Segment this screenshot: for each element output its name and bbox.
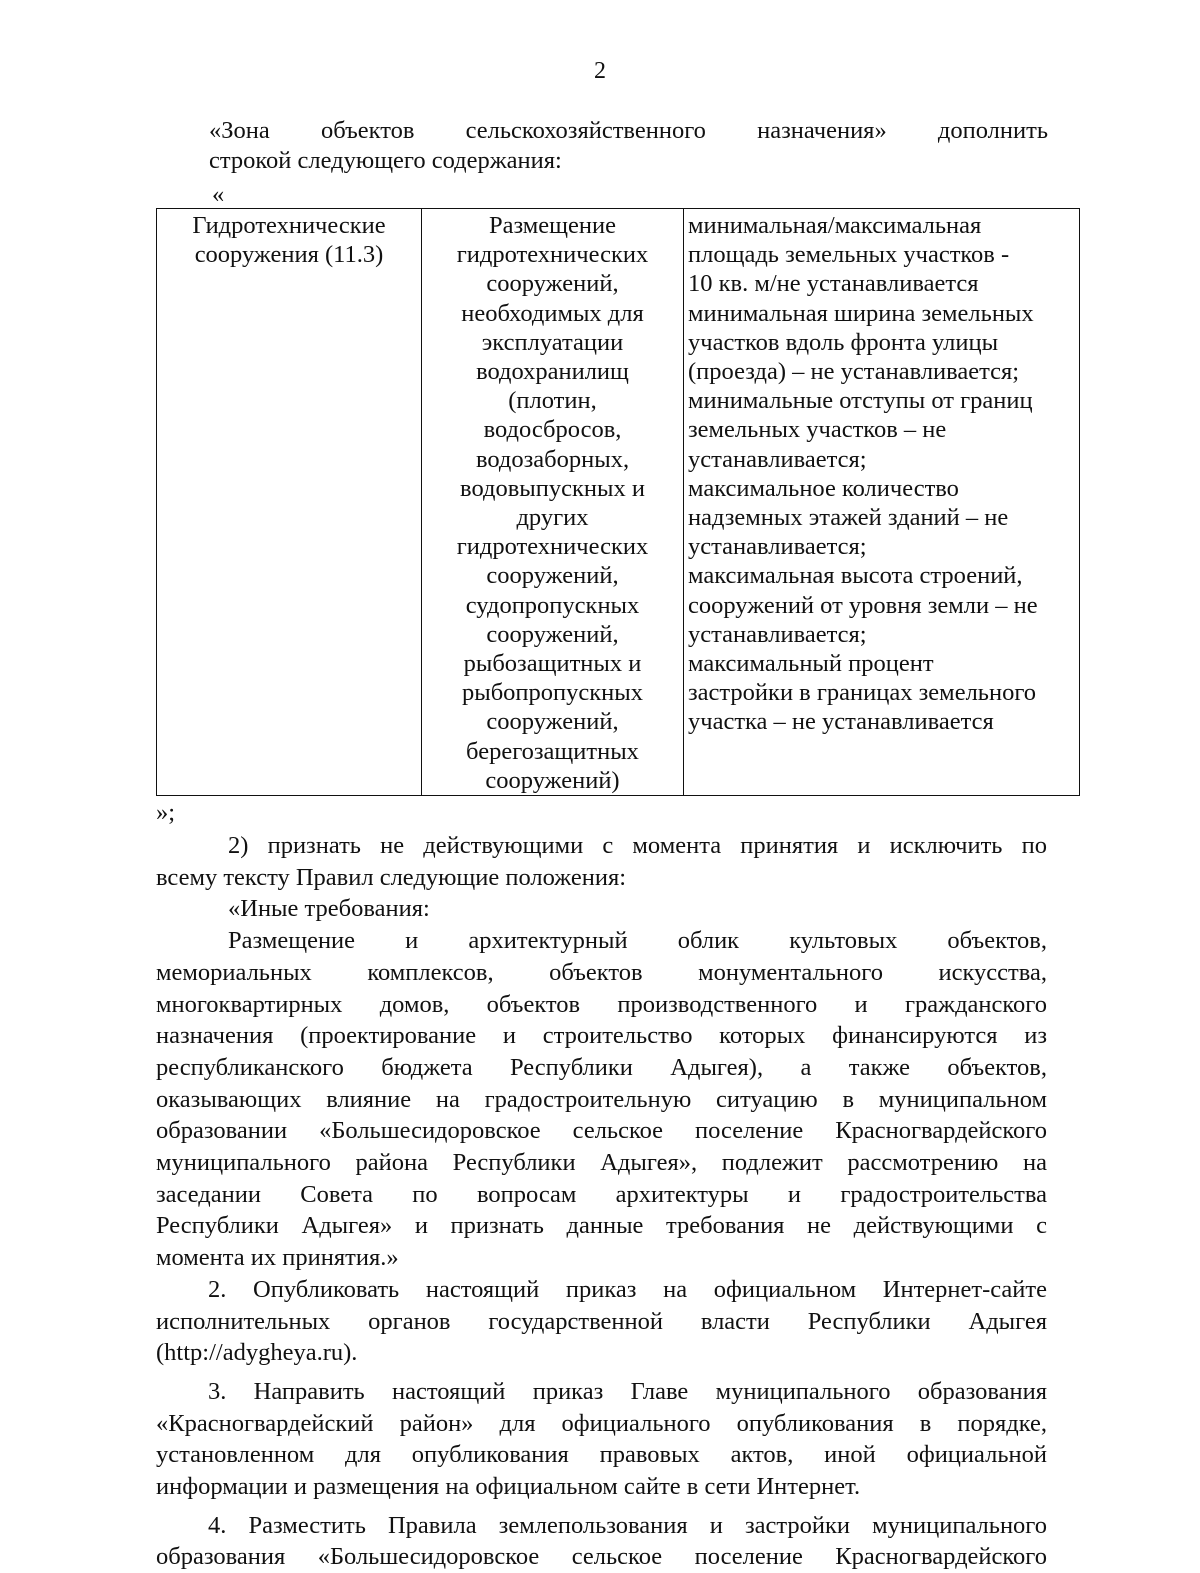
table-cell-line: гидротехнических [456,241,649,269]
text-line: 2) признать не действующими с момента принятия и исключить по [228,832,1047,859]
text-line: исполнительных органов государственной власти Республики Адыгея [156,1307,1047,1335]
table-cell-line: рыбозащитных и [463,650,642,678]
intro-paragraph [209,116,1048,176]
text-line: 4. Разместить Правила землепользования и застройки муниципального [208,1511,1047,1539]
text-line: «Красногвардейский район» для официального опубликования в порядке, [156,1409,1047,1437]
table-cell-line: надземных этажей зданий – не [688,504,1009,532]
text-line: (http://adygheya.ru). [156,1339,358,1367]
paragraph-other-requirements: «Иные требования: [228,895,430,923]
table-cell-line: минимальная/максимальная [688,212,982,239]
text-line: момента их принятия.» [156,1244,399,1272]
paragraph-item-2 [156,1274,1047,1369]
table-cell-line: сооружений, [486,270,619,298]
table-cell-line: водохранилищ [476,358,629,386]
table-cell-line: сооружения (11.3) [194,241,384,269]
table-cell-line: сооружений) [485,766,620,794]
parameters-cell [684,209,1080,796]
text-line: 2. Опубликовать настоящий приказ на официальном Интернет-сайте [208,1275,1047,1303]
quote-close-mark: »; [156,799,176,826]
table-cell-line: застройки в границах земельного [688,679,1037,707]
use-description-cell [422,209,684,796]
zone-table [156,208,1080,796]
table-cell-line: водозаборных, [475,445,630,473]
text-line: заседании Совета по вопросам архитектуры и градостроительства [156,1180,1047,1208]
document-body [156,830,1047,1573]
table-cell-line: (проезда) – не устанавливается; [688,358,1020,386]
text-line: назначения (проектирование и строительство которых финансируются из [156,1022,1047,1050]
text-line: мемориальных комплексов, объектов монументального искусства, [156,958,1047,986]
table-cell-line: необходимых для [461,299,644,327]
table-cell-line: минимальная ширина земельных [688,299,1034,327]
table-cell-line: водовыпускных и [460,474,645,502]
paragraph-item-3 [156,1376,1047,1503]
text-line: оказывающих влияние на градостроительную ситуацию в муниципальном [156,1085,1047,1113]
intro-line-1: «Зона объектов сельскохозяйственного назначения» дополнить [209,117,1048,144]
paragraph-placement [156,925,1047,1274]
table-cell-line: земельных участков – не [688,416,947,444]
permitted-use-cell [157,209,422,796]
page-number: 2 [594,58,606,84]
text-line: информации и размещения на официальном сайте в сети Интернет. [156,1473,861,1501]
table-cell-line: площадь земельных участков - [688,241,1010,269]
table-cell-line: водосбросов, [483,416,622,444]
table-cell-line: устанавливается; [688,445,867,473]
table-cell-line: других [516,504,589,532]
paragraph-item-2-subpoint [156,830,1047,893]
table-row [157,209,1080,796]
table-cell-line: 10 кв. м/не устанавливается [688,270,979,298]
table-cell-line: эксплуатации [481,328,624,356]
text-line: установленном для опубликования правовых актов, иной официальной [156,1441,1047,1469]
intro-line-2: строкой следующего содержания: [209,147,562,174]
table-cell-line: максимальное количество [688,474,959,502]
text-line: всему тексту Правил следующие положения: [156,863,627,891]
table-cell-line: сооружений от уровня земли – не [688,591,1038,619]
table-cell-line: Размещение [488,212,617,239]
text-line: муниципального района Республики Адыгея», подлежит рассмотрению на [156,1149,1047,1177]
table-cell-line: (плотин, [508,387,597,415]
table-cell-line: гидротехнических [456,533,649,561]
table-cell-line: судопропускных [465,591,640,619]
table-cell-line: сооружений, [486,562,619,590]
text-line: образовании «Большесидоровское сельское поселение Красногвардейского [156,1117,1047,1145]
table-cell-line: минимальные отступы от границ [688,387,1033,415]
text-line: многоквартирных домов, объектов производственного и гражданского [156,990,1047,1018]
text-line: образования «Большесидоровское сельское поселение Красногвардейского [156,1543,1047,1571]
paragraph-item-4 [156,1510,1047,1573]
table-cell-line: участков вдоль фронта улицы [688,328,999,356]
table-cell-line: устанавливается; [688,620,867,648]
text-line: республиканского бюджета Республики Адыгея), а также объектов, [156,1053,1047,1081]
table-cell-line: сооружений, [486,620,619,648]
text-line: Размещение и архитектурный облик культовых объектов, [228,927,1047,955]
quote-open-mark: « [212,181,225,208]
table-cell-line: участка – не устанавливается [688,708,994,736]
table-cell-line: берегозащитных [466,737,639,765]
table-cell-line: сооружений, [486,708,619,736]
text-line: 3. Направить настоящий приказ Главе муниципального образования [208,1377,1047,1405]
table-cell-line: Гидротехнические [192,212,386,239]
table-cell-line: рыбопропускных [462,679,643,707]
text-line: Республики Адыгея» и признать данные требования не действующими с [156,1212,1047,1240]
table-cell-line: максимальный процент [688,650,934,678]
table-cell-line: устанавливается; [688,533,867,561]
table-cell-line: максимальная высота строений, [688,562,1023,590]
